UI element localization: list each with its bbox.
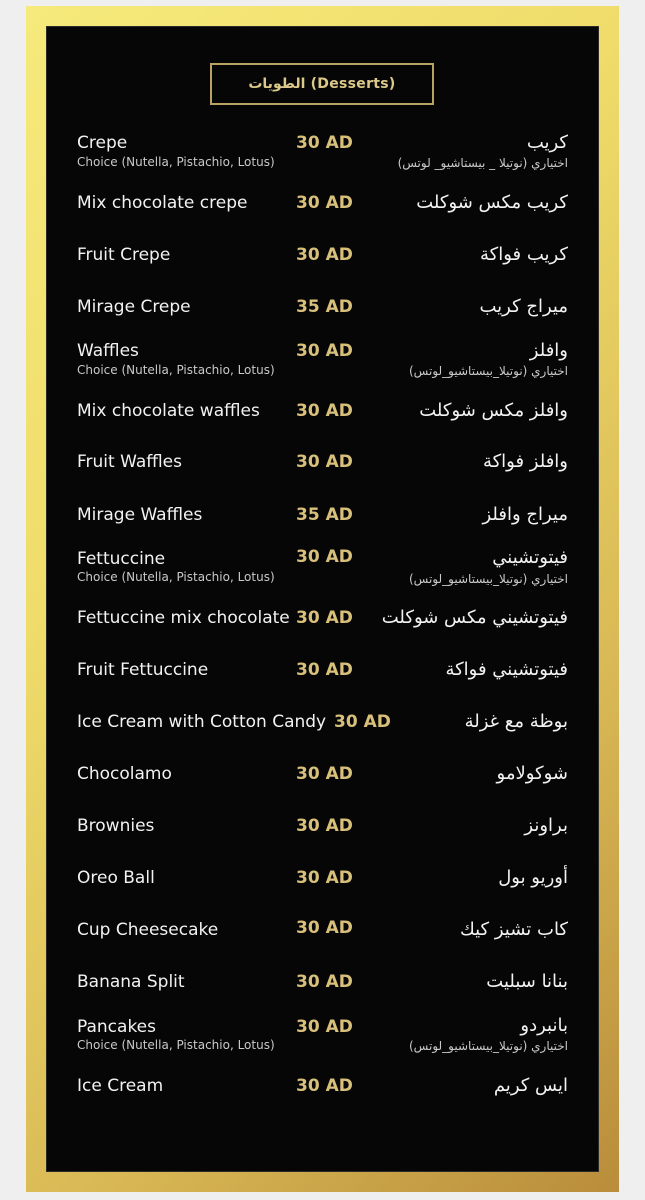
item-price: 30 AD — [296, 547, 353, 567]
item-options-en: Choice (Nutella, Pistachio, Lotus) — [77, 363, 275, 377]
item-price: 30 AD — [334, 712, 391, 732]
item-name-en: Cup Cheesecake — [77, 920, 219, 940]
item-name-ar: براونز — [524, 815, 568, 836]
item-price: 30 AD — [296, 341, 353, 361]
item-name-ar: ميراج كريب — [479, 296, 568, 317]
item-name-en: Brownies — [77, 816, 155, 836]
item-name-ar: وافلز مكس شوكلت — [419, 400, 568, 421]
item-name-ar: كريب فواكة — [479, 244, 568, 265]
item-price: 30 AD — [296, 660, 353, 680]
item-options-ar: اختياري (نوتيلا_بيستاشيو_لوتس) — [409, 572, 568, 586]
item-name-ar: ميراج وافلز — [482, 504, 568, 525]
item-price: 30 AD — [296, 972, 353, 992]
item-price: 35 AD — [296, 297, 353, 317]
item-name-ar: بوظة مع غزلة — [464, 711, 568, 732]
section-title — [210, 63, 434, 105]
item-options-ar: اختياري (نوتيلا_بيستاشيو_لوتس) — [409, 364, 568, 378]
item-price: 35 AD — [296, 505, 353, 525]
item-name-ar: فيتوتشيني — [492, 547, 568, 568]
item-price: 30 AD — [296, 193, 353, 213]
item-name-ar: وافلز — [529, 340, 568, 361]
item-name-en: Fettuccine mix chocolate — [77, 608, 290, 628]
item-name-en: Fettuccine — [77, 549, 166, 569]
item-price: 30 AD — [296, 401, 353, 421]
item-name-ar: وافلز فواكة — [482, 451, 568, 472]
item-name-en: Mirage Crepe — [77, 297, 191, 317]
item-price: 30 AD — [296, 764, 353, 784]
item-name-en: Pancakes — [77, 1017, 156, 1037]
item-options-en: Choice (Nutella, Pistachio, Lotus) — [77, 155, 275, 169]
item-name-ar: كاب تشيز كيك — [459, 919, 568, 940]
item-name-ar: بنانا سبليت — [486, 971, 568, 992]
item-price: 30 AD — [296, 816, 353, 836]
item-options-ar: اختياري (نوتيلا_بيستاشيو_لوتس) — [409, 1039, 568, 1053]
item-name-en: Oreo Ball — [77, 868, 155, 888]
item-price: 30 AD — [296, 1076, 353, 1096]
item-name-en: Banana Split — [77, 972, 185, 992]
item-name-en: Crepe — [77, 133, 128, 153]
item-price: 30 AD — [296, 133, 353, 153]
item-name-ar: بانبردو — [520, 1015, 568, 1036]
item-name-en: Fruit Waffles — [77, 452, 182, 472]
item-name-en: Mix chocolate crepe — [77, 193, 248, 213]
item-name-en: Mix chocolate waffles — [77, 401, 260, 421]
item-options-en: Choice (Nutella, Pistachio, Lotus) — [77, 570, 275, 584]
item-name-ar: فيتوتشيني مكس شوكلت — [381, 607, 568, 628]
item-name-en: Fruit Crepe — [77, 245, 171, 265]
item-name-en: Fruit Fettuccine — [77, 660, 209, 680]
item-price: 30 AD — [296, 868, 353, 888]
item-name-ar: كريب مكس شوكلت — [416, 192, 568, 213]
item-name-ar: كريب — [526, 132, 568, 153]
item-price: 30 AD — [296, 918, 353, 938]
item-options-en: Choice (Nutella, Pistachio, Lotus) — [77, 1038, 275, 1052]
item-name-ar: أوريو بول — [498, 867, 568, 888]
item-price: 30 AD — [296, 245, 353, 265]
section-title-arabic: الطويات — [248, 76, 306, 92]
item-options-ar: اختياري (نوتيلا _ بيستاشيو_ لوتس) — [397, 156, 568, 170]
item-price: 30 AD — [296, 452, 353, 472]
item-name-ar: فيتوتشيني فواكة — [445, 659, 568, 680]
item-name-en: Chocolamo — [77, 764, 172, 784]
item-name-ar: شوكولامو — [496, 763, 568, 784]
item-price: 30 AD — [296, 1017, 353, 1037]
item-name-en: Mirage Waffles — [77, 505, 203, 525]
section-title-english: (Desserts) — [310, 76, 396, 92]
item-name-ar: ايس كريم — [493, 1075, 568, 1096]
item-name-en: Waffles — [77, 341, 139, 361]
item-price: 30 AD — [296, 608, 353, 628]
item-name-en: Ice Cream — [77, 1076, 164, 1096]
item-name-en: Ice Cream with Cotton Candy — [77, 712, 327, 732]
